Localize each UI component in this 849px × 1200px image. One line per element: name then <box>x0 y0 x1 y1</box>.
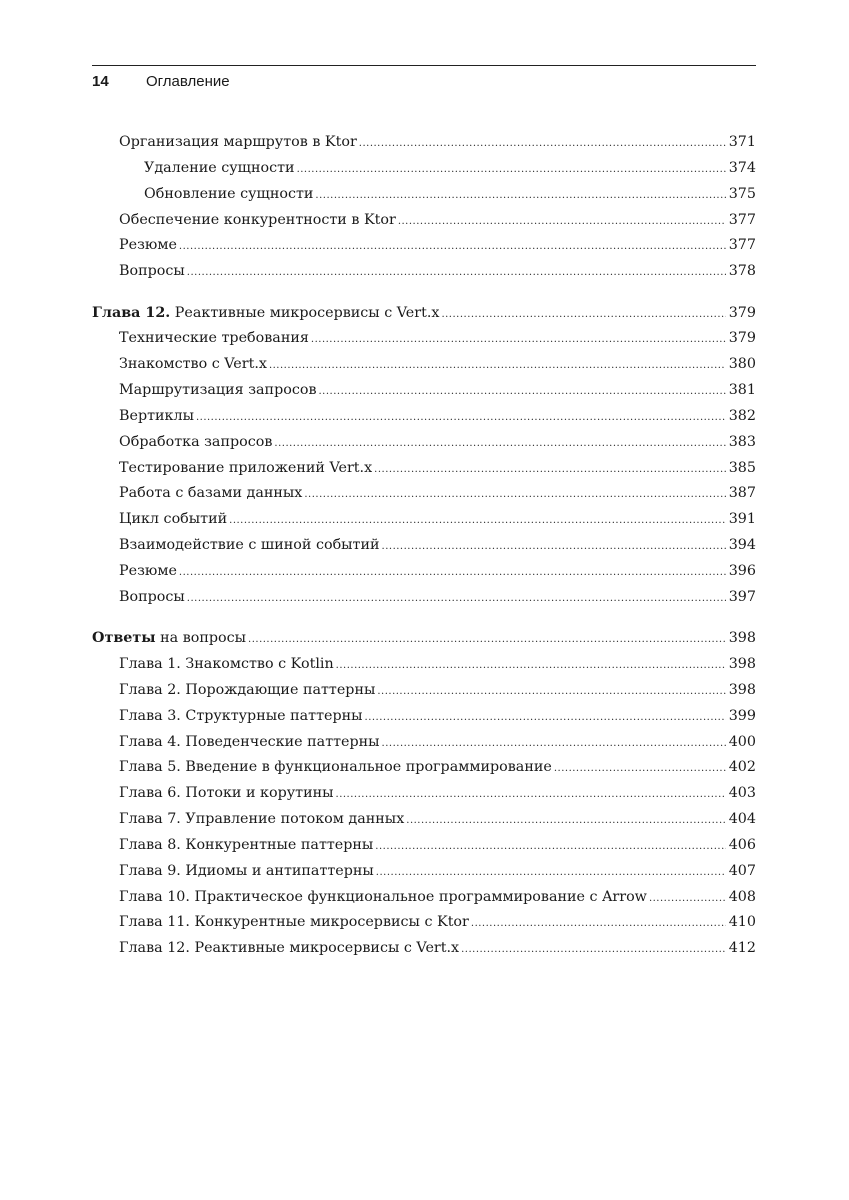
toc-entry-title: Глава 12. Реактивные микросервисы с Vert.x <box>119 940 460 957</box>
toc-entry[interactable] <box>92 833 756 859</box>
toc-entry-page: 379 <box>728 330 756 347</box>
dot-leader <box>375 834 726 860</box>
toc-entry-title: Вопросы <box>119 263 185 280</box>
toc-entry[interactable] <box>92 233 756 259</box>
toc-entry-page: 380 <box>728 356 756 373</box>
toc-entry-title: Технические требования <box>119 330 309 347</box>
toc-entry-title: Знакомство с Vert.x <box>119 356 267 373</box>
toc-entry-page: 398 <box>728 681 756 698</box>
toc-chapter-title <box>92 301 439 327</box>
toc-entry-page: 377 <box>728 237 756 254</box>
dot-leader <box>359 131 726 157</box>
toc-entry[interactable] <box>92 378 756 404</box>
dot-leader <box>441 302 726 328</box>
chapter-label: Ответы <box>92 630 156 647</box>
toc-entry-page: 374 <box>728 159 756 176</box>
toc-entry-title: Взаимодействие с шиной событий <box>119 537 380 554</box>
toc-entry-page: 396 <box>728 563 756 579</box>
toc-entry[interactable] <box>92 755 756 781</box>
toc-entry[interactable] <box>92 885 756 911</box>
table-of-contents <box>92 130 756 962</box>
toc-entry-page: 379 <box>728 304 756 321</box>
toc-entry-page: 383 <box>728 433 756 450</box>
chapter-name: на вопросы <box>155 630 247 647</box>
toc-entry[interactable] <box>92 430 756 456</box>
toc-entry[interactable] <box>92 456 756 482</box>
dot-leader <box>382 534 726 560</box>
dot-leader <box>319 379 727 405</box>
toc-entry-page: 398 <box>728 630 756 647</box>
dot-leader <box>649 886 726 912</box>
header-rule <box>92 65 756 66</box>
toc-entry-page: 400 <box>728 733 756 750</box>
toc-chapter-12[interactable] <box>92 301 756 327</box>
dot-leader <box>554 756 726 782</box>
toc-entry[interactable] <box>92 704 756 730</box>
toc-entry-title: Удаление сущности <box>144 159 295 176</box>
toc-entry-title: Глава 1. Знакомство с Kotlin <box>119 656 334 673</box>
dot-leader <box>315 183 726 209</box>
toc-entry-title: Вопросы <box>119 588 185 605</box>
toc-entry-title: Резюме <box>119 563 177 579</box>
toc-entry-page: 398 <box>728 656 756 673</box>
toc-entry-page: 402 <box>728 759 756 776</box>
toc-entry-title: Глава 5. Введение в функциональное программирование <box>119 759 552 776</box>
toc-entry[interactable] <box>92 156 756 182</box>
running-title: Оглавление <box>146 73 230 90</box>
toc-entry[interactable] <box>92 559 756 585</box>
dot-leader <box>461 937 726 963</box>
toc-entry-title: Глава 2. Порождающие паттерны <box>119 681 376 698</box>
dot-leader <box>196 405 726 431</box>
dot-leader <box>187 586 726 612</box>
dot-leader <box>304 482 726 508</box>
toc-entry-title: Обеспечение конкурентности в Ktor <box>119 211 396 228</box>
dot-leader <box>248 627 726 653</box>
toc-entry-title: Работа с базами данных <box>119 485 303 502</box>
dot-leader <box>269 353 726 379</box>
toc-entry[interactable] <box>92 326 756 352</box>
running-header <box>92 71 756 93</box>
toc-entry-page: 403 <box>728 785 756 802</box>
toc-chapter-title <box>92 626 246 652</box>
toc-entry-page: 408 <box>728 888 756 905</box>
dot-leader <box>377 679 726 705</box>
toc-entry[interactable] <box>92 130 756 156</box>
dot-leader <box>382 731 726 757</box>
page-number: 14 <box>92 73 109 90</box>
dot-leader <box>229 508 726 534</box>
toc-entry-page: 407 <box>728 862 756 879</box>
toc-entry-title: Глава 10. Практическое функциональное программирование с Arrow <box>119 888 647 905</box>
toc-entry-title: Маршрутизация запросов <box>119 382 317 399</box>
toc-entry-page: 381 <box>728 382 756 399</box>
dot-leader <box>179 234 726 260</box>
toc-entry[interactable] <box>92 807 756 833</box>
dot-leader <box>311 327 726 353</box>
toc-entry-page: 397 <box>728 588 756 605</box>
toc-entry-title: Глава 6. Потоки и корутины <box>119 785 334 802</box>
toc-entry[interactable] <box>92 533 756 559</box>
dot-leader <box>406 808 726 834</box>
toc-answers[interactable] <box>92 626 756 652</box>
toc-entry-title: Глава 9. Идиомы и антипаттерны <box>119 862 374 879</box>
dot-leader <box>179 560 726 586</box>
toc-entry[interactable] <box>92 910 756 936</box>
toc-entry-page: 377 <box>728 211 756 228</box>
dot-leader <box>187 260 726 286</box>
toc-entry-page: 391 <box>728 511 756 528</box>
toc-entry[interactable] <box>92 352 756 378</box>
toc-entry-title: Цикл событий <box>119 511 228 528</box>
toc-entry[interactable] <box>92 404 756 430</box>
toc-entry-page: 406 <box>728 836 756 853</box>
dot-leader <box>297 157 726 183</box>
dot-leader <box>398 209 726 235</box>
toc-entry[interactable] <box>92 652 756 678</box>
dot-leader <box>374 457 726 483</box>
toc-entry-page: 382 <box>728 407 756 424</box>
toc-entry[interactable] <box>92 507 756 533</box>
toc-entry-page: 410 <box>728 914 756 931</box>
toc-entry[interactable] <box>92 208 756 234</box>
toc-entry-page: 399 <box>728 707 756 724</box>
dot-leader <box>274 431 726 457</box>
toc-entry-title: Глава 3. Структурные паттерны <box>119 707 363 724</box>
chapter-name: Реактивные микросервисы с Vert.x <box>170 304 440 321</box>
toc-entry-page: 404 <box>728 811 756 828</box>
toc-entry-page: 371 <box>728 134 756 150</box>
toc-entry-title: Обработка запросов <box>119 433 273 450</box>
toc-entry-page: 385 <box>728 459 756 476</box>
toc-entry[interactable] <box>92 859 756 885</box>
toc-entry[interactable] <box>92 936 756 962</box>
toc-entry-page: 387 <box>728 485 756 502</box>
toc-entry-title: Глава 11. Конкурентные микросервисы с Ktor <box>119 914 469 931</box>
toc-entry-page: 394 <box>728 537 756 554</box>
toc-entry-page: 412 <box>728 940 756 957</box>
toc-entry-page: 378 <box>728 263 756 280</box>
toc-entry-title: Тестирование приложений Vert.x <box>119 459 373 476</box>
chapter-label: Глава 12. <box>92 304 171 321</box>
dot-leader <box>376 860 726 886</box>
toc-entry[interactable] <box>92 781 756 807</box>
toc-entry-title: Обновление сущности <box>144 185 314 202</box>
dot-leader <box>365 705 726 731</box>
toc-entry-title: Вертиклы <box>119 407 194 424</box>
toc-entry-title: Глава 4. Поведенческие паттерны <box>119 733 380 750</box>
toc-entry[interactable] <box>92 585 756 611</box>
toc-entry-title: Организация маршрутов в Ktor <box>119 134 357 150</box>
toc-entry[interactable] <box>92 182 756 208</box>
toc-entry-title: Резюме <box>119 237 177 254</box>
toc-entry[interactable] <box>92 481 756 507</box>
dot-leader <box>336 653 726 679</box>
toc-entry-title: Глава 8. Конкурентные паттерны <box>119 836 374 853</box>
toc-entry[interactable] <box>92 730 756 756</box>
dot-leader <box>471 911 726 937</box>
dot-leader <box>336 782 726 808</box>
toc-entry[interactable] <box>92 259 756 285</box>
toc-entry[interactable] <box>92 678 756 704</box>
toc-entry-title: Глава 7. Управление потоком данных <box>119 811 405 828</box>
toc-entry-page: 375 <box>728 185 756 202</box>
